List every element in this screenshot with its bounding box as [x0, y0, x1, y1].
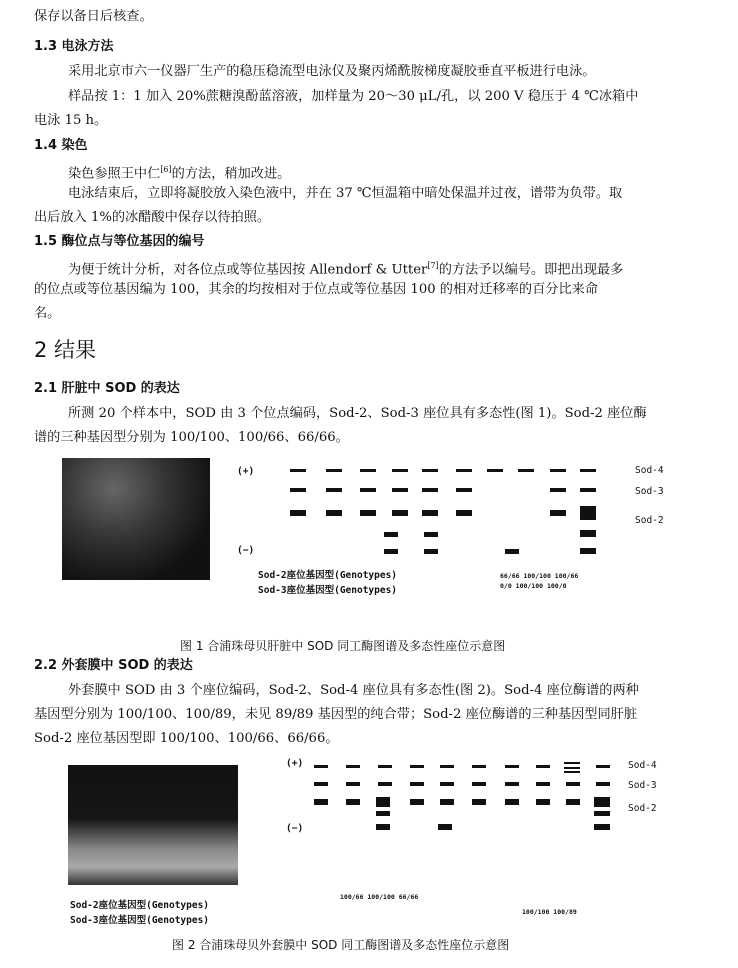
band	[564, 771, 580, 773]
genotype-values-sod4: 100/100 100/89	[522, 908, 577, 916]
band	[376, 811, 390, 816]
section-heading-2: 2 结果	[34, 338, 97, 362]
locus-label-sod2: Sod-2	[628, 803, 657, 814]
band	[550, 510, 566, 516]
band	[360, 469, 376, 472]
band	[456, 469, 472, 472]
band	[290, 488, 306, 492]
paragraph-line: 所测 20 个样本中，SOD 由 3 个位点编码，Sod-2、Sod-3 座位具有多态性(图 1)。Sod-2 座位酶	[68, 406, 647, 421]
band	[487, 469, 503, 472]
band	[424, 549, 438, 554]
band	[580, 530, 596, 537]
band	[456, 510, 472, 516]
band	[314, 799, 328, 805]
band	[594, 797, 610, 807]
paragraph-line: 电泳结束后，立即将凝胶放入染色液中，并在 37 ℃恒温箱中暗处保温并过夜，谱带为负带。取	[68, 186, 623, 201]
paragraph-line: 保存以备日后核查。	[34, 9, 153, 24]
band	[580, 488, 596, 492]
genotype-values-sod2: 100/66 100/100 66/66	[340, 893, 419, 901]
band	[360, 488, 376, 492]
genotype-label-sod2: Sod-2座位基因型(Genotypes)	[258, 570, 398, 581]
band	[378, 782, 392, 786]
citation-ref: [6]	[160, 165, 172, 174]
band	[505, 799, 519, 805]
paragraph-line: Sod-2 座位基因型即 100/100、100/66、66/66。	[34, 731, 339, 746]
band	[440, 782, 454, 786]
genotype-label-sod3: Sod-3座位基因型(Genotypes)	[70, 915, 210, 926]
anode-label: (+)	[237, 466, 255, 477]
band	[424, 532, 438, 537]
section-heading-1-4: 1.4 染色	[34, 138, 88, 153]
genotype-label-sod3: Sod-3座位基因型(Genotypes)	[258, 585, 398, 596]
paragraph-line: 名。	[34, 306, 61, 321]
band	[290, 469, 306, 472]
locus-label-sod4: Sod-4	[628, 760, 657, 771]
band	[384, 549, 398, 554]
band	[376, 797, 390, 807]
band	[326, 488, 342, 492]
band	[536, 782, 550, 786]
band	[472, 799, 486, 805]
gel-photo-1	[62, 458, 210, 580]
band	[566, 782, 580, 786]
locus-label-sod3: Sod-3	[635, 486, 664, 497]
gel-photo-2	[68, 765, 238, 885]
band	[384, 532, 398, 537]
band	[564, 767, 580, 769]
band	[326, 469, 342, 472]
locus-label-sod4: Sod-4	[635, 465, 664, 476]
band	[580, 548, 596, 554]
band	[566, 799, 580, 805]
band	[594, 811, 610, 816]
band	[422, 469, 438, 472]
band	[392, 510, 408, 516]
band	[472, 782, 486, 786]
band	[550, 488, 566, 492]
band	[410, 799, 424, 805]
genotype-values-sod2: 66/66 100/100 100/66	[500, 572, 579, 580]
band	[518, 469, 534, 472]
band	[392, 469, 408, 472]
band	[360, 510, 376, 516]
band	[536, 765, 550, 768]
band	[422, 510, 438, 516]
paragraph-line: 的位点或等位基因编为 100，其余的均按相对于位点或等位基因 100 的相对迁移率的百分比来命	[34, 282, 599, 297]
band	[456, 488, 472, 492]
paragraph-line: 谱的三种基因型分别为 100/100、100/66、66/66。	[34, 430, 349, 445]
band	[410, 765, 424, 768]
band	[346, 782, 360, 786]
figure-1-caption: 图 1 合浦珠母贝肝脏中 SOD 同工酶图谱及多态性座位示意图	[180, 639, 506, 653]
paragraph-line: 电泳 15 h。	[34, 113, 108, 128]
section-heading-1-3: 1.3 电泳方法	[34, 39, 114, 54]
anode-label: (+)	[286, 758, 304, 769]
band	[440, 799, 454, 805]
band	[438, 824, 452, 830]
band	[550, 469, 566, 472]
paragraph-line: 采用北京市六一仪器厂生产的稳压稳流型电泳仪及聚丙烯酰胺梯度凝胶垂直平板进行电泳。	[68, 64, 596, 79]
paragraph-line: 样品按 1：1 加入 20%蔗糖溴酚蓝溶液，加样量为 20～30 μL/孔，以 200 V 稳压于 4 ℃冰箱中	[68, 89, 639, 104]
band	[314, 765, 328, 768]
band	[440, 765, 454, 768]
band	[596, 765, 610, 768]
band	[596, 782, 610, 786]
band	[505, 782, 519, 786]
figure-2-caption: 图 2 合浦珠母贝外套膜中 SOD 同工酶图谱及多态性座位示意图	[172, 938, 510, 952]
paragraph-line: 外套膜中 SOD 由 3 个座位编码，Sod-2、Sod-4 座位具有多态性(图 2)。Sod-4 座位酶谱的两种	[68, 683, 639, 698]
genotype-values-sod3: 0/0 100/100 100/0	[500, 582, 567, 590]
cathode-label: (−)	[237, 545, 255, 556]
band	[580, 469, 596, 472]
band	[564, 762, 580, 764]
band	[346, 799, 360, 805]
band	[536, 799, 550, 805]
section-heading-2-1: 2.1 肝脏中 SOD 的表达	[34, 381, 180, 396]
band	[290, 510, 306, 516]
paragraph-line: 染色参照王中仁[6]的方法，稍加改进。	[68, 165, 291, 182]
citation-ref: [7]	[427, 261, 439, 270]
band	[378, 765, 392, 768]
paragraph-line: 基因型分别为 100/100、100/89，未见 89/89 基因型的纯合带；Sod-2 座位酶谱的三种基因型同肝脏	[34, 707, 638, 722]
band	[422, 488, 438, 492]
band	[580, 506, 596, 520]
band	[326, 510, 342, 516]
band	[505, 549, 519, 554]
band	[410, 782, 424, 786]
paragraph-line: 为便于统计分析，对各位点或等位基因按 Allendorf & Utter[7]的方法予以编号。即把出现最多	[68, 261, 624, 278]
paragraph-line: 出后放入 1%的冰醋酸中保存以待拍照。	[34, 210, 271, 225]
locus-label-sod3: Sod-3	[628, 780, 657, 791]
section-heading-2-2: 2.2 外套膜中 SOD 的表达	[34, 658, 193, 673]
locus-label-sod2: Sod-2	[635, 515, 664, 526]
band	[472, 765, 486, 768]
band	[392, 488, 408, 492]
cathode-label: (−)	[286, 823, 304, 834]
section-heading-1-5: 1.5 酶位点与等位基因的编号	[34, 234, 205, 249]
band	[376, 824, 390, 830]
band	[314, 782, 328, 786]
genotype-label-sod2: Sod-2座位基因型(Genotypes)	[70, 900, 210, 911]
band	[594, 824, 610, 830]
band	[505, 765, 519, 768]
band	[346, 765, 360, 768]
